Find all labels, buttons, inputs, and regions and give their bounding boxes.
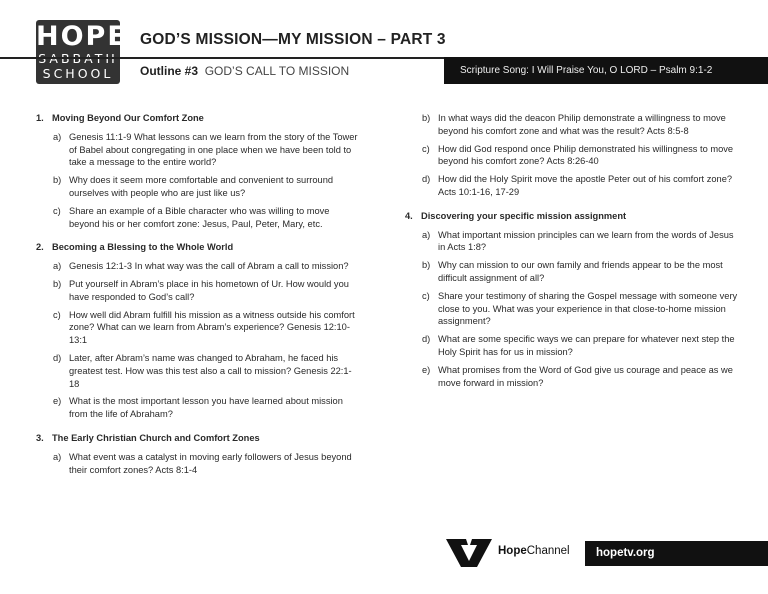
outline-text: GOD’S CALL TO MISSION [204,64,350,78]
footer-url-link[interactable]: hopetv.org [596,547,655,559]
question-letter: b) [422,260,431,271]
question-letter: b) [53,175,62,186]
logo-line-school: SCHOOL [42,66,114,81]
question-letter: a) [422,229,431,240]
section-3 [36,432,361,476]
question-text: What is the most important lesson you have learned about mission from the life of Abraham? [69,396,343,420]
question-text: In what ways did the deacon Philip demonstrate a willingness to move beyond his comfort zone and what was the result? Acts 8:5-8 [438,113,726,136]
outline-heading [140,64,349,78]
section-1 [36,112,361,230]
question-text: What are some specific ways we can prepare for whatever next step the Holy Spirit has for us in mission? [438,334,735,357]
hope-channel-logo-icon [446,539,492,567]
question-item [36,451,361,477]
question-item [36,260,361,273]
question-text: Share your testimony of sharing the Gospel message with someone very close to you. What was your experience in that close-to-home mission assignment? [438,290,738,327]
question-text: Genesis 12:1-3 In what way was the call of Abram a call to mission? [69,261,349,272]
question-letter: c) [53,205,61,216]
question-text: What important mission principles can we learn from the words of Jesus in Acts 1:8? [438,229,734,253]
question-text: How well did Abram fulfill his mission as a witness outside his comfort zone? What can we learn from Abram’s experience? Genesis 12:10-13:1 [69,309,355,346]
question-letter: c) [422,143,430,154]
section-heading [36,241,361,254]
question-letter: c) [53,309,61,320]
section-heading-text: Moving Beyond Our Comfort Zone [52,113,204,123]
section-number: 4. [405,210,413,221]
section-3-continued [405,112,741,199]
section-heading-text: The Early Christian Church and Comfort Zones [52,432,260,443]
question-item [405,229,741,255]
question-item [36,278,361,304]
section-heading [36,112,361,125]
section-number: 1. [36,113,44,123]
outline-label: Outline #3 [140,64,199,78]
question-text: Why does it seem more comfortable and convenient to surround ourselves with people who are just like us? [69,175,334,198]
question-letter: b) [422,113,431,123]
question-text: Why can mission to our own family and friends appear to be the most difficult assignment of all? [438,260,723,283]
page-title: GOD’S MISSION—MY MISSION – PART 3 [140,31,446,48]
right-column [405,112,741,400]
section-heading-text: Discovering your specific mission assignment [421,210,627,221]
question-letter: c) [422,290,430,301]
question-item [36,395,361,421]
question-letter: a) [53,451,62,462]
question-letter: a) [53,261,62,272]
question-item [405,290,741,328]
question-text: How did God respond once Philip demonstrated his willingness to move beyond his comfort zone? Acts 8:26-40 [438,143,734,167]
question-item [36,131,361,169]
question-item [405,364,741,390]
question-letter: a) [53,131,62,142]
question-text: Put yourself in Abram’s place in his hometown of Ur. How would you have responded to God’s call? [69,278,349,302]
brand-rest: Channel [526,545,570,557]
brand-bold: Hope [498,545,527,557]
section-heading [36,432,361,445]
question-letter: e) [422,364,431,375]
question-item [36,352,361,390]
section-number: 2. [36,242,44,253]
hope-channel-wordmark [498,545,570,557]
question-letter: d) [422,334,431,345]
question-letter: d) [422,174,431,185]
right-sections [405,210,741,390]
question-letter: d) [53,352,62,363]
question-text: What promises from the Word of God give us courage and peace as we move forward in mission? [438,364,733,388]
question-item [36,309,361,347]
question-item [405,259,741,285]
scripture-song-bar: Scripture Song: I Will Praise You, O LORD – Psalm 9:1-2 [444,57,768,84]
question-item [36,174,361,200]
question-text: How did the Holy Spirit move the apostle Peter out of his comfort zone? Acts 10:1-16, 17-29 [438,174,733,197]
question-letter: b) [53,278,62,289]
left-column [36,112,361,487]
question-text: Share an example of a Bible character who was willing to move beyond his or her comfort zone: Jesus, Paul, Peter, Mary, etc. [69,205,330,229]
section-number: 3. [36,432,44,443]
logo-line-hope: HOPE [36,21,128,52]
hope-sabbath-school-logo [36,20,128,84]
question-item [36,205,361,231]
question-item [405,333,741,359]
section-4 [405,210,741,390]
question-letter: e) [53,396,62,407]
question-text: Genesis 11:1-9 What lessons can we learn from the story of the Tower of Babel about congregating in one place when we have been told to take a message to the entire world? [69,131,358,168]
section-heading-text: Becoming a Blessing to the Whole World [52,242,234,253]
question-item [405,173,741,199]
section-2 [36,241,361,421]
section-heading [405,210,741,223]
question-text: What event was a catalyst in moving early followers of Jesus beyond their comfort zones? Acts 8:1-4 [69,451,352,475]
question-text: Later, after Abram’s name was changed to Abraham, he faced his greatest test. How was this test also a call to mission? Genesis 22:1-18 [69,352,352,389]
question-item [405,143,741,169]
question-item [405,112,741,138]
